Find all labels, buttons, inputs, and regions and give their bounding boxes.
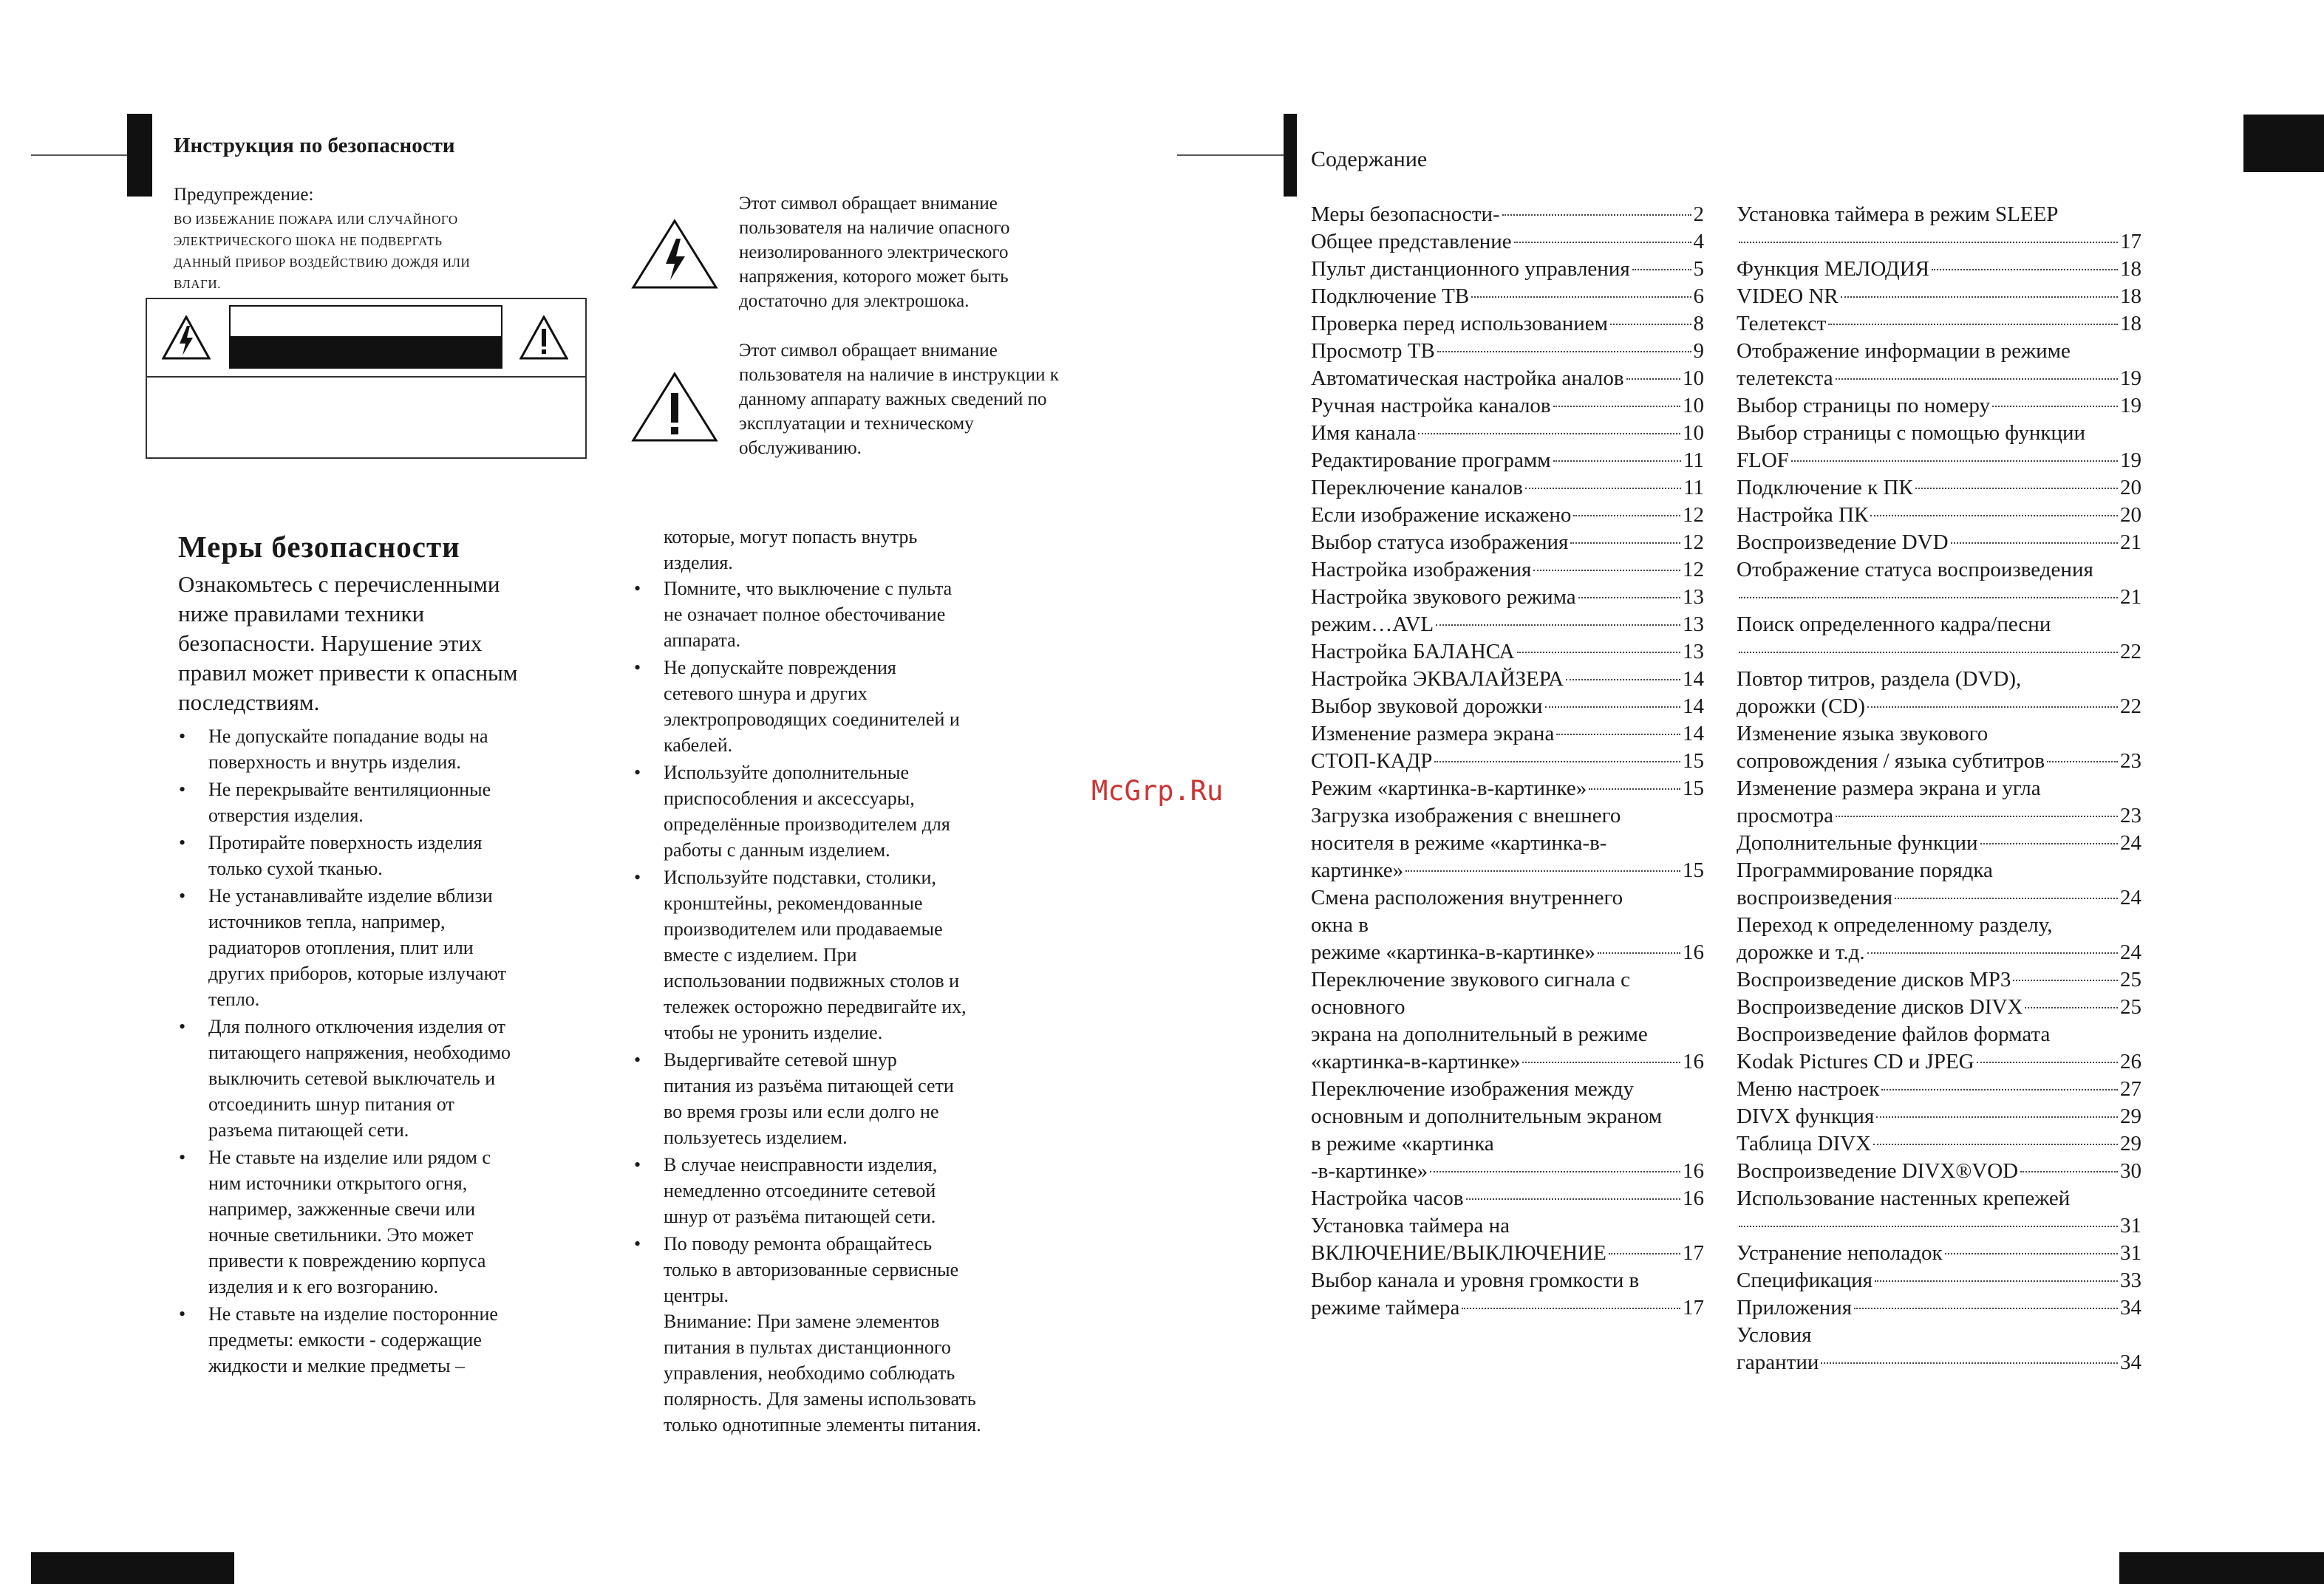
exclamation-warning-icon <box>519 315 568 363</box>
toc-entry[interactable]: Устранение неполадок 31 <box>1737 1241 2141 1265</box>
toc-entry[interactable]: Функция МЕЛОДИЯ 18 <box>1737 257 2141 281</box>
toc-entry[interactable]: Воспроизведение дисков DIVX 25 <box>1737 995 2141 1019</box>
toc-entry[interactable]: Настройка часов 16 <box>1311 1187 1704 1210</box>
toc-entry-line[interactable]: Отображение статуса воспроизведения <box>1737 558 2093 581</box>
caution-label-box <box>146 298 587 459</box>
lightning-warning-icon <box>162 315 211 363</box>
list-item: • Используйте дополнительные приспособления и аксессуары, определённые производителем для работы с данным изделием. <box>627 759 1055 863</box>
toc-entry[interactable]: Настройка БАЛАНСА 13 <box>1311 640 1704 663</box>
toc-entry[interactable]: Изменение размера экрана 14 <box>1311 722 1704 745</box>
list-item: • Не допускайте повреждения сетевого шнура и других электропроводящих соединителей и кабелей. <box>627 655 1055 758</box>
toc-entry[interactable]: телетекста 19 <box>1737 366 2141 390</box>
toc-entry-line[interactable]: окна в <box>1311 913 1369 937</box>
toc-entry[interactable]: Меры безопасности- 2 <box>1311 202 1704 226</box>
toc-entry[interactable]: СТОП-КАДР 15 <box>1311 749 1704 773</box>
header-bar-left <box>127 114 152 197</box>
safety-list-col1 <box>171 723 585 1380</box>
toc-entry[interactable]: картинке» 15 <box>1311 858 1704 882</box>
list-item: • Не устанавливайте изделие вблизи источников тепла, например, радиаторов отопления, плит или других приборов, которые излучают тепло. <box>171 883 585 1012</box>
toc-entry[interactable]: ВКЛЮЧЕНИЕ/ВЫКЛЮЧЕНИЕ 17 <box>1311 1241 1704 1265</box>
toc-entry-line[interactable]: в режиме «картинка <box>1311 1132 1494 1155</box>
toc-entry[interactable]: Настройка ЭКВАЛАЙЗЕРА 14 <box>1311 667 1704 691</box>
toc-entry[interactable]: Выбор звуковой дорожки 14 <box>1311 694 1704 718</box>
toc-entry[interactable]: Настройка звукового режима 13 <box>1311 585 1704 609</box>
toc-entry-line[interactable]: Поиск определенного кадра/песни <box>1737 612 2051 636</box>
header-rule-left <box>31 154 138 156</box>
toc-entry[interactable]: Настройка изображения 12 <box>1311 558 1704 581</box>
toc-entry[interactable]: просмотра 23 <box>1737 804 2141 827</box>
toc-entry[interactable]: Автоматическая настройка аналов 10 <box>1311 366 1704 390</box>
list-item: • Не ставьте на изделие посторонние предметы: емкости - содержащие жидкости и мелкие предметы – <box>171 1301 585 1379</box>
toc-entry[interactable]: DIVX функция 29 <box>1737 1105 2141 1128</box>
toc-entry[interactable]: режиме таймера 17 <box>1311 1296 1704 1320</box>
toc-entry[interactable]: Выбор страницы по номеру 19 <box>1737 394 2141 417</box>
list-item: • Не допускайте попадание воды на поверхность и внутрь изделия. <box>171 723 585 775</box>
toc-entry-line[interactable]: носителя в режиме «картинка-в- <box>1311 831 1607 855</box>
list-item: • Не перекрывайте вентиляционные отверстия изделия. <box>171 776 585 828</box>
footer-bar-right <box>2119 1552 2324 1584</box>
header-rule-right <box>1177 154 1288 156</box>
toc-entry[interactable]: Телетекст 18 <box>1737 312 2141 335</box>
toc-entry-line[interactable]: Выбор канала и уровня громкости в <box>1311 1269 1640 1292</box>
list-item: • Выдергивайте сетевой шнур питания из разъёма питающей сети во время грозы или если долго не пользуетесь изделием. <box>627 1047 1055 1150</box>
toc-entry-line[interactable]: Загрузка изображения с внешнего <box>1311 804 1621 827</box>
toc-title: Содержание <box>1311 147 1428 171</box>
caution-label-black-band <box>229 338 502 369</box>
toc-entry[interactable]: Таблица DIVX 29 <box>1737 1132 2141 1155</box>
list-item: • В случае неисправности изделия, немедленно отсоедините сетевой шнур от разъёма питающей сети. <box>627 1152 1055 1229</box>
toc-entry-line[interactable]: Изменение размера экрана и угла <box>1737 776 2041 800</box>
toc-entry[interactable]: Подключение ТВ 6 <box>1311 284 1704 308</box>
safety-list-col2 <box>627 576 1055 1439</box>
toc-entry-line[interactable]: Смена расположения внутреннего <box>1311 886 1623 909</box>
toc-entry[interactable]: Воспроизведение DVD 21 <box>1737 530 2141 554</box>
toc-entry[interactable]: -в-картинке» 16 <box>1311 1159 1704 1183</box>
toc-entry-line[interactable]: Воспроизведение файлов формата <box>1737 1023 2051 1046</box>
toc-entry-line[interactable]: Переход к определенному разделу, <box>1737 913 2053 937</box>
toc-entry[interactable]: Воспроизведение DIVX®VOD 30 <box>1737 1159 2141 1183</box>
header-bar-right <box>1284 114 1297 197</box>
toc-entry[interactable]: 17 <box>1737 228 2141 256</box>
toc-entry[interactable]: Настройка ПК 20 <box>1737 503 2141 527</box>
toc-entry[interactable]: гарантии 34 <box>1737 1351 2141 1374</box>
toc-entry[interactable]: режим…AVL 13 <box>1311 612 1704 636</box>
toc-entry[interactable]: 22 <box>1737 638 2141 666</box>
toc-entry-line[interactable]: Установка таймера на <box>1311 1214 1510 1238</box>
toc-entry[interactable]: Редактирование программ 11 <box>1311 448 1704 472</box>
safety-list-continuation: которые, могут попасть внутрь изделия. <box>664 526 918 573</box>
watermark-link[interactable]: McGrp.Ru <box>1091 775 1224 807</box>
lightning-symbol-icon <box>630 218 719 294</box>
footer-bar-left <box>31 1552 234 1584</box>
toc-entry-line[interactable]: Переключение изображения между <box>1311 1077 1635 1101</box>
toc-entry[interactable]: Просмотр ТВ 9 <box>1311 339 1704 363</box>
safety-intro-text: Ознакомьтесь с перечисленными ниже правилами техники безопасности. Нарушение этих правил может привести к опасным последствиям. <box>178 571 518 715</box>
toc-entry[interactable]: воспроизведения 24 <box>1737 886 2141 909</box>
toc-entry-line[interactable]: экрана на дополнительный в режиме <box>1311 1023 1648 1046</box>
toc-entry[interactable]: FLOF 19 <box>1737 448 2141 472</box>
safety-instructions-title: Инструкция по безопасности <box>174 134 455 157</box>
list-item: • Для полного отключения изделия от питающего напряжения, необходимо выключить сетевой выключатель и отсоединить шнур питания от разъема питающей сети. <box>171 1014 585 1143</box>
toc-entry[interactable]: 31 <box>1737 1212 2141 1240</box>
list-item: • Помните, что выключение с пульта не означает полное обесточивание аппарата. <box>627 576 1055 653</box>
toc-entry[interactable]: Выбор статуса изображения 12 <box>1311 530 1704 554</box>
exclamation-symbol-icon <box>630 371 719 447</box>
warning-text: ВО ИЗБЕЖАНИЕ ПОЖАРА ИЛИ СЛУЧАЙНОГО ЭЛЕКТРИЧЕСКОГО ШОКА НЕ ПОДВЕРГАТЬ ДАННЫЙ ПРИБОР ВОЗДЕЙСТВИЮ ДОЖДЯ ИЛИ ВЛАГИ. <box>174 213 471 291</box>
toc-entry-line[interactable]: Условия <box>1737 1323 1812 1347</box>
toc-entry[interactable]: Режим «картинка-в-картинке» 15 <box>1311 776 1704 800</box>
toc-entry[interactable]: Пульт дистанционного управления 5 <box>1311 257 1704 281</box>
toc-entry[interactable]: Если изображение искажено 12 <box>1311 503 1704 527</box>
list-item: • По поводу ремонта обращайтесь только в авторизованные сервисные центры. Внимание: При замене элементов питания в пультах дистанционного управления, необходимо соблюдать полярность. Для замены использовать только однотипные элементы питания. <box>627 1231 1055 1438</box>
toc-entry[interactable]: Воспроизведение дисков MP3 25 <box>1737 968 2141 991</box>
toc-entry[interactable]: дорожки (CD) 22 <box>1737 694 2141 718</box>
toc-entry[interactable]: «картинка-в-картинке» 16 <box>1311 1050 1704 1073</box>
toc-entry-line[interactable]: Установка таймера в режим SLEEP <box>1737 202 2059 226</box>
toc-entry[interactable]: Дополнительные функции 24 <box>1737 831 2141 855</box>
toc-entry[interactable]: Меню настроек 27 <box>1737 1077 2141 1101</box>
toc-entry[interactable]: Проверка перед использованием 8 <box>1311 312 1704 335</box>
toc-entry[interactable]: Приложения 34 <box>1737 1296 2141 1320</box>
list-item: • Протирайте поверхность изделия только сухой тканью. <box>171 830 585 881</box>
toc-entry-line[interactable]: основного <box>1311 995 1405 1019</box>
toc-entry-line[interactable]: Отображение информации в режиме <box>1737 339 2071 363</box>
toc-entry-line[interactable]: Выбор страницы с помощью функции <box>1737 421 2086 445</box>
toc-entry-line[interactable]: Программирование порядка <box>1737 858 1993 882</box>
toc-entry[interactable]: Общее представление 4 <box>1311 230 1704 253</box>
toc-entry[interactable]: Подключение к ПК 20 <box>1737 476 2141 499</box>
corner-tab-right <box>2243 115 2324 172</box>
toc-entry[interactable]: Переключение каналов 11 <box>1311 476 1704 499</box>
list-item: • Не ставьте на изделие или рядом с ним источники открытого огня, например, зажженные свечи или ночные светильники. Это может привести к повреждению корпуса изделия и к его возгоранию. <box>171 1144 585 1300</box>
warning-label: Предупреждение: <box>174 185 314 205</box>
caution-label-white-band <box>229 305 502 338</box>
toc-entry-line[interactable]: Переключение звукового сигнала с <box>1311 968 1631 991</box>
toc-entry[interactable]: 21 <box>1737 584 2141 611</box>
toc-entry[interactable]: VIDEO NR 18 <box>1737 284 2141 308</box>
lightning-symbol-text: Этот символ обращает внимание пользователя на наличие опасного неизолированного электрического напряжения, которого может быть достаточно для электрошока. <box>739 194 1010 311</box>
toc-entry-line[interactable]: Изменение языка звукового <box>1737 722 1989 745</box>
list-item: • Используйте подставки, столики, кронштейны, рекомендованные производителем или продаваемые вместе с изделием. При использовании подвижных столов и тележек осторожно передвигайте их, чтобы не уронить изделие. <box>627 864 1055 1045</box>
toc-entry-line[interactable]: Использование настенных крепежей <box>1737 1187 2071 1210</box>
toc-entry[interactable]: Ручная настройка каналов 10 <box>1311 394 1704 417</box>
toc-entry-line[interactable]: основным и дополнительным экраном <box>1311 1105 1663 1128</box>
toc-column-2 <box>1737 201 2141 1376</box>
toc-entry-line[interactable]: Повтор титров, раздела (DVD), <box>1737 667 2022 691</box>
toc-entry[interactable]: сопровождения / языка субтитров 23 <box>1737 749 2141 773</box>
toc-column-1 <box>1311 201 1704 1322</box>
safety-measures-title: Меры безопасности <box>178 530 460 564</box>
toc-entry[interactable]: дорожке и т.д. 24 <box>1737 940 2141 964</box>
toc-entry[interactable]: Kodak Pictures CD и JPEG 26 <box>1737 1050 2141 1073</box>
toc-entry[interactable]: Имя канала 10 <box>1311 421 1704 445</box>
exclamation-symbol-text: Этот символ обращает внимание пользователя на наличие в инструкции к данному аппарату важных сведений по эксплуатации и техническому обслуживанию. <box>739 341 1059 458</box>
toc-entry[interactable]: режиме «картинка-в-картинке» 16 <box>1311 940 1704 964</box>
toc-entry[interactable]: Спецификация 33 <box>1737 1269 2141 1292</box>
